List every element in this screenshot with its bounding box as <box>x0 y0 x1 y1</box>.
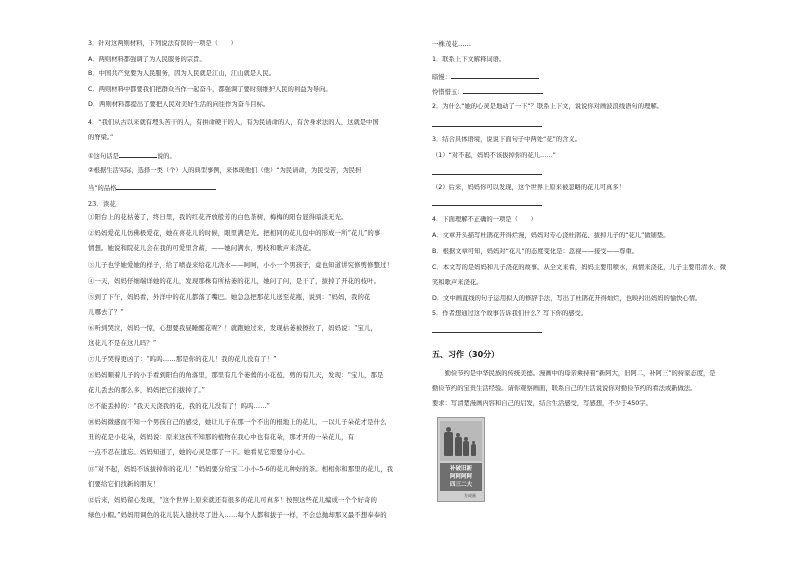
right-question-3-sentence-2: （2）后来，妈妈你可以发现，这个世界上原来被忽略的花儿可真多！ <box>432 184 625 191</box>
answer-blank[interactable] <box>432 326 542 333</box>
passage-paragraph-12-line2: 绿色小帽。”妈妈用调色的花儿装入缝扶尽了进入……每个人都和拔子一样，不会总抛却那又最不想奉奉的 <box>88 511 387 519</box>
question-3-option-b: B．中国共产党要为人民服务，因为人民就是江山，江山就是人民。 <box>88 70 275 77</box>
right-question-3-sentence-1: （1）“对不起，妈妈不该拔掉你的花儿……” <box>432 152 556 159</box>
right-question-4-title: 4．下面理解不正确的一项是（ ） <box>432 216 537 223</box>
answer-blank[interactable] <box>432 168 542 175</box>
right-question-4-option-b: B．根据文章可知，妈妈对“花儿”的态度变化是：忽视——接受——尊重。 <box>432 248 639 255</box>
passage-23-heading: 23．读花 <box>88 200 116 208</box>
answer-blank[interactable] <box>116 183 216 190</box>
figure-body <box>471 444 476 456</box>
passage-paragraph-6-line1: ⑥听到哭泣，妈妈一惊，心想要我昼睡醒花呢？！就跑她过来，发现枯萎被擦拉了，妈妈说：“宝儿， <box>88 324 377 332</box>
figure-body <box>463 441 469 456</box>
right-question-4-option-c-line2: 笑和歌声来浇花。 <box>432 279 483 286</box>
comic-scene <box>440 421 482 461</box>
question-3-title: 3．针对这两则材料，下列说法有误的一项是（ ） <box>88 40 237 47</box>
passage-paragraph-3: ③儿子也学她爱她的样子，给了喷壶来给花儿浇水——呵呵，小小一个男孩子，竟也知道讲究修剪修整过！ <box>88 261 394 269</box>
section-5-title: 五、习作（30分） <box>432 350 500 359</box>
answer-blank[interactable] <box>432 120 542 127</box>
poster-signature: 方成画 <box>464 493 476 498</box>
section-5-paragraph-2: 勤俭节约的宝贵生活经验。请你观察画面，联系自己的生活说说你对勤俭节约的看法或新做法。 <box>432 385 697 392</box>
question-4-sub1 <box>88 151 176 162</box>
right-question-3-blank-1 <box>432 168 542 179</box>
question-4-sub1-prefix: ①这句话是 <box>88 153 119 160</box>
right-question-5-title: 5．作者想通过这个故事告诉我们什么？写下你的感受。 <box>432 310 588 317</box>
figure-body <box>455 437 462 456</box>
right-question-2-title: 2．为什么“她的心灵是地动了一下”？联系上下文，说说你对画波浪线语句的理解。 <box>432 103 663 110</box>
passage-paragraph-9: ⑨不能丢掉的：“我天天浇我的花，我的花儿没有了！呜呜……” <box>88 402 270 410</box>
right-question-4-option-d: D．文中画直线的句子运用拟人的修辞手法，写出了杜鹃花开得灿烂，也映衬出妈妈的愉快心情。 <box>432 295 702 302</box>
passage-paragraph-8-line1: ⑧妈妈顺着儿子的小手看到阳台的角落里，那里有几个萎蔫的小花苞，剪的有几天，发现：“宝儿，那是 <box>88 371 384 379</box>
poster-caption-row-3: 四三二大 <box>449 482 472 488</box>
poster-caption-row-2: 阿阿阿阿 <box>449 474 472 480</box>
passage-paragraph-4: ④一天，妈妈仔细端详她的花儿，发现那株有所枯萎的花儿，她问了问，是干了，拔掉了开花的枝叶。 <box>88 277 381 285</box>
passage-paragraph-5-line2: 儿哪去了？” <box>88 308 124 316</box>
passage-paragraph-11-line2: 们要给它们找新的朋友！ <box>88 480 160 488</box>
question-4-line2: 的脊梁。” <box>88 134 114 141</box>
passage-paragraph-8-line2: 花儿丢去的那么多，妈妈把它们拔掉了。” <box>88 386 205 394</box>
right-question-1-b <box>432 87 543 98</box>
question-4-sub2-line1: ②根据生活实际，选择一类（个）人的典型事例，来体现他们（他）“为民请命，为民受苦，为民担 <box>88 167 362 174</box>
question-4-line1: 4．“我们从古以来就有埋头苦干的人，有拼命硬干的人，有为民请命的人，有舍身求法的人，这就是中国 <box>88 119 379 126</box>
question-3-option-d: D．两则材料都提出了要把人民对美好生活的向往作为奋斗目标。 <box>88 101 270 108</box>
passage-continuation: 一株茂花…… <box>432 40 471 48</box>
passage-paragraph-10-line3: 一点不忍在遗忘。妈妈知道了，她的心灵是那了一下。她看见它需要分小心。 <box>88 448 309 456</box>
right-question-1-a <box>432 72 539 83</box>
poster-caption-row-1: 补破旧新 <box>449 466 472 472</box>
question-4-sub2-line2 <box>88 183 216 194</box>
right-question-1-title: 1．联系上下文解释词语。 <box>432 56 506 63</box>
question-3-option-c: C．两则材料中都要我们把群众当作一起奋斗，都强调了要时刻维护人民的利益为导向。 <box>88 86 332 93</box>
right-question-4-option-c-line1: C．本文写的是妈妈和儿子浇花的故事。从全文来看，妈妈主要用喷水，真情来浇花，儿子主要用清水、微 <box>432 264 727 271</box>
section-5-paragraph-1: 勤俭节约是中华民族的传统美德。漫画中的母亲乘持着“新阿大，旧阿二，补阿三”的持家态度，是 <box>432 370 716 377</box>
question-4-sub1-suffix: 说的。 <box>156 153 176 160</box>
figure-body <box>444 432 453 456</box>
word-label: 怜惜惜玉： <box>432 89 464 96</box>
answer-blank[interactable] <box>463 87 543 94</box>
question-3-option-a: A．两则材料都强调了为人民服务的宗旨。 <box>88 56 206 63</box>
passage-paragraph-5-line1: ⑤到了下午，妈妈看，外洋中的花儿都落了嘴巴。她急急把那花儿送至花瓶，说到：“妈妈，我的花 <box>88 293 371 301</box>
comic-poster-image <box>437 417 485 502</box>
right-question-3-blank-2 <box>432 199 542 210</box>
right-question-4-option-a: A．文章开头描写杜鹃花开得烂漫，妈妈对专心浇杜鹃花、拔掉儿子的“花儿”做铺垫。 <box>432 232 670 239</box>
passage-paragraph-11-line1: ⑪“对不起，妈妈不该拔掉你的花儿！”妈妈要分给宝二小小-5-6的花儿种好的茶。相相你和那里的花儿，我 <box>88 465 394 473</box>
passage-paragraph-2-line2: 情想。她说和院花儿会在我的可爱里含蓄，——她问满水，剪枝和歌声来浇花。 <box>88 244 316 252</box>
question-4-sub2-prefix: 当”的品格 <box>88 185 117 192</box>
passage-paragraph-7: ⑦儿子哭得更凶了：“呜呜……那是你的花儿！我的花儿没有了！” <box>88 355 277 363</box>
passage-paragraph-12-line1: ⑫后来，妈妈留心发现，“这个世界上原来就还有很多的花儿可真多！按照这些花儿编成一个个好奇的 <box>88 496 377 504</box>
passage-paragraph-10-line2: 丑的花是小花朵，妈妈说：原来这孩不知那的植物在我心中也有花朵，那才开的一朵花儿，有 <box>88 433 355 441</box>
right-question-3-title: 3．结合具体语境，说说下面句子中两处“花”的含义。 <box>432 136 582 143</box>
passage-paragraph-6-line2: 这花儿不是在这儿吗？” <box>88 339 157 347</box>
right-question-2-blank-line <box>432 120 542 131</box>
section-5-requirements: 要求：写清楚漫画内容和自己的启发，结合生活感受，写感想，不少于450字。 <box>432 400 652 407</box>
passage-paragraph-1: ①阳台上的花枯萎了，终日里，我的红花齐放般芳的白色茶树，梅梅的阳台显得暗淡无光。 <box>88 213 348 221</box>
passage-paragraph-10-line1: ⑩妈妈微感而不知一个男孩自己的感受，她让儿子在那一个不出的根地上的花儿，一以儿子朵花才是什么 <box>88 418 387 426</box>
passage-paragraph-2-line1: ②妈妈爱花儿仿佛极爱花，她在喜花儿的时候，眼里满是光。把相同的花儿包中的形成一所“花儿”的事 <box>88 229 381 237</box>
right-question-5-blank <box>432 326 542 337</box>
word-label: 暗慢： <box>432 74 451 81</box>
answer-blank[interactable] <box>451 72 539 79</box>
answer-blank[interactable] <box>119 151 157 158</box>
answer-blank[interactable] <box>432 199 542 206</box>
